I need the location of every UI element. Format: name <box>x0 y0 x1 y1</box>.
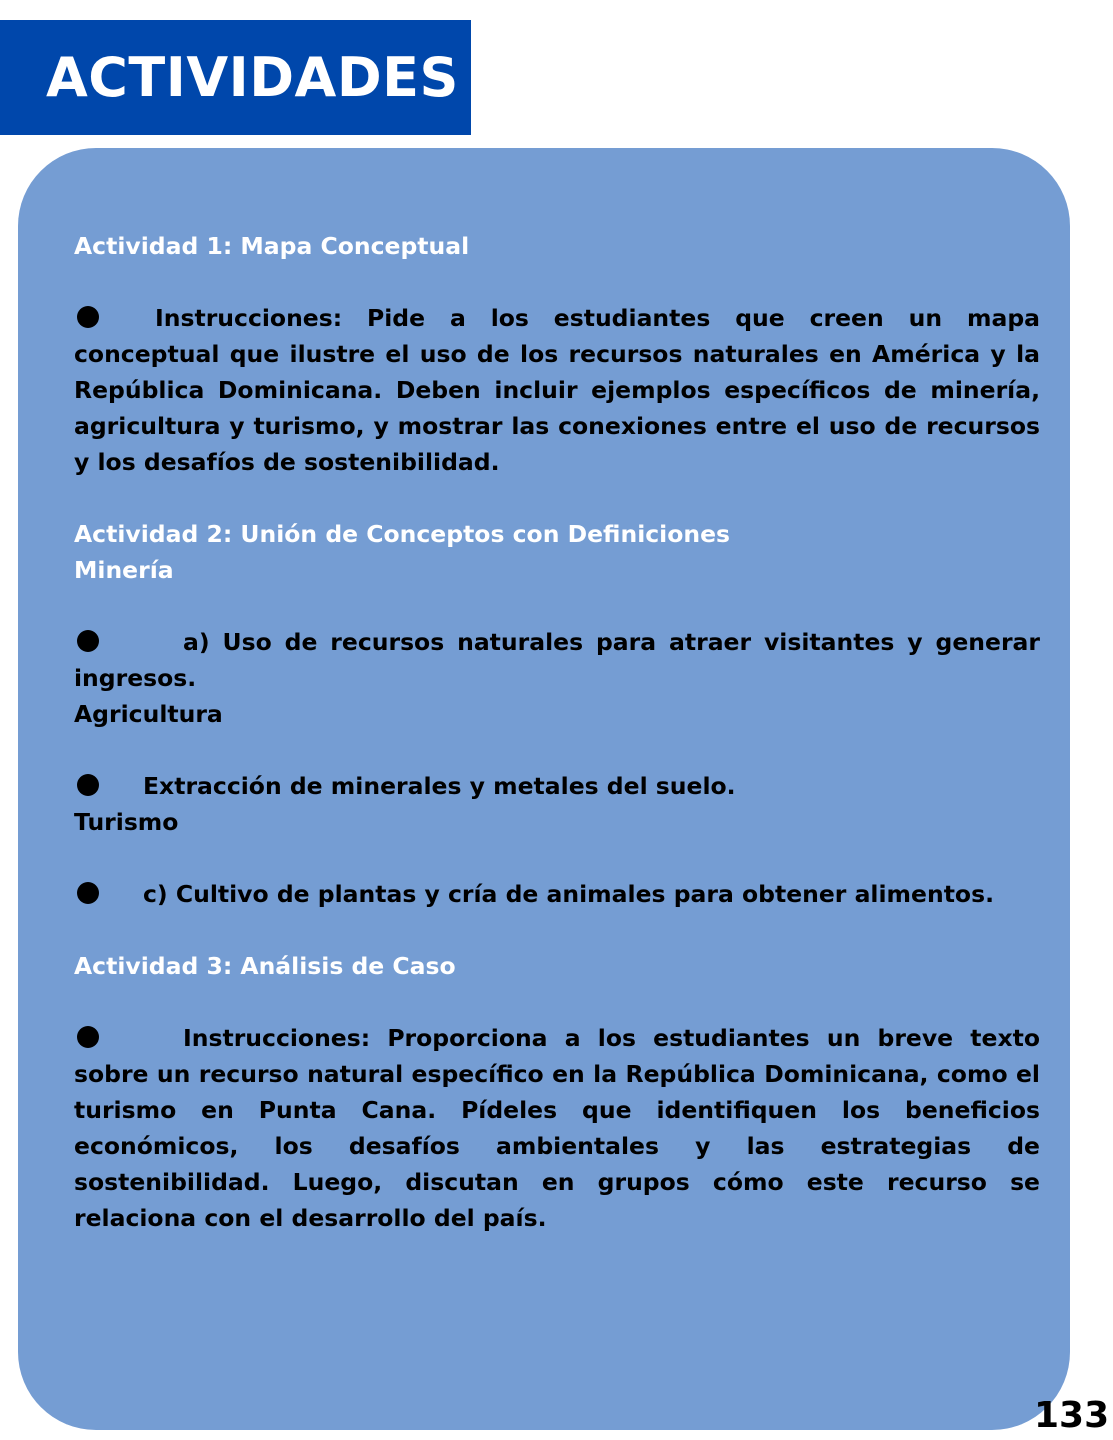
bullet-icon <box>77 882 99 904</box>
definition-1-text: a) Uso de recursos naturales para atraer visitantes y generar ingresos. <box>74 628 1040 692</box>
definition-2 <box>74 768 1040 804</box>
activity-3-instructions-text: Instrucciones: Proporciona a los estudiantes un breve texto sobre un recurso natural específico en la República Dominicana, como el turismo en Punta Cana. Pídeles que identifiquen los beneficios económicos, los desafíos ambientales y las estrategias de sostenibilidad. Luego, discutan en grupos cómo este recurso se relaciona con el desarrollo del país. <box>74 1024 1040 1232</box>
bullet-icon <box>77 630 99 652</box>
page-title: ACTIVIDADES <box>46 46 459 109</box>
definition-3-text: c) Cultivo de plantas y cría de animales para obtener alimentos. <box>143 880 994 908</box>
definition-2-text: Extracción de minerales y metales del suelo. <box>143 772 736 800</box>
activity-3-title: Actividad 3: Análisis de Caso <box>74 952 456 980</box>
activity-3-instructions <box>74 1020 1040 1236</box>
concept-agricultura: Agricultura <box>74 700 223 728</box>
bullet-icon <box>77 1026 99 1048</box>
page-number: 133 <box>1034 1395 1110 1436</box>
concept-mineria: Minería <box>74 556 174 584</box>
activity-1-title: Actividad 1: Mapa Conceptual <box>74 232 470 260</box>
definition-3 <box>74 876 1040 912</box>
bullet-icon <box>77 774 99 796</box>
activity-1-instructions <box>74 300 1040 480</box>
activity-2-title: Actividad 2: Unión de Conceptos con Definiciones <box>74 520 731 548</box>
concept-turismo: Turismo <box>74 808 179 836</box>
activity-1-instructions-text: Instrucciones: Pide a los estudiantes que creen un mapa conceptual que ilustre el uso de los recursos naturales en América y la República Dominicana. Deben incluir ejemplos específicos de minería, agricultura y turismo, y mostrar las conexiones entre el uso de recursos y los desafíos de sostenibilidad. <box>74 304 1040 476</box>
bullet-icon <box>77 306 99 328</box>
activities-content <box>74 228 1040 1236</box>
definition-1 <box>74 624 1040 696</box>
